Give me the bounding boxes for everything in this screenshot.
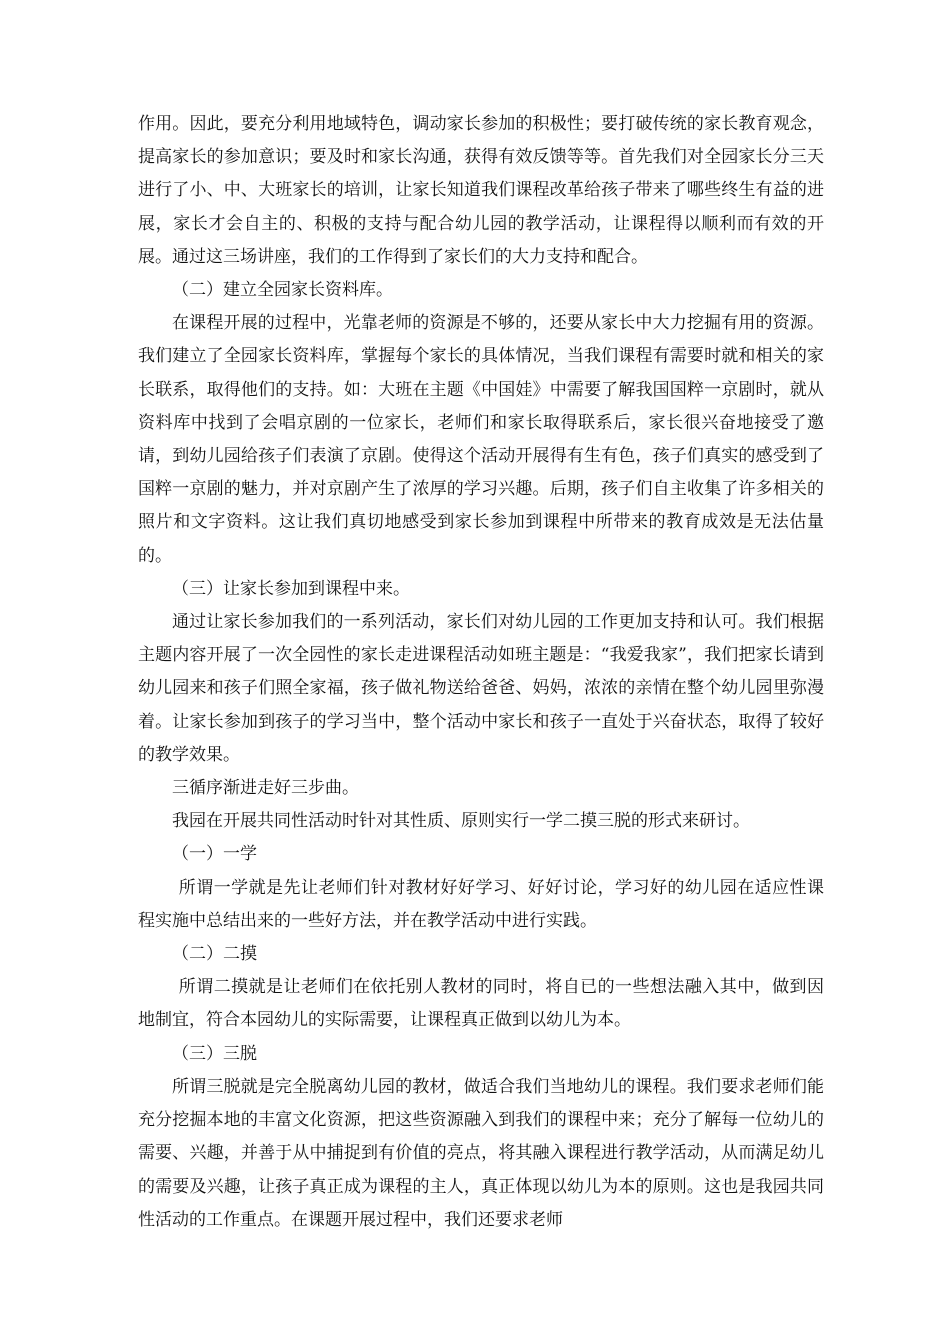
subheading-step-three: （三）三脱 xyxy=(172,1043,257,1064)
subheading-step-one: （一）一学 xyxy=(172,844,257,865)
paragraph-three-steps: 我园在开展共同性活动时针对其性质、原则实行一学二摸三脱的形式来研讨。 xyxy=(172,811,750,832)
paragraph-parent-participation: 通过让家长参加我们的一系列活动，家长们对幼儿园的工作更加支持和认可。我们根据主题内容开展了一次全园性的家长走进课程活动如班主题是：“我爱我家”，我们把家长请到幼儿园来和孩子们照全家福，孩子做礼物送给爸爸、妈妈，浓浓的亲情在整个幼儿园里弥漫着。让家长参加到孩子的学习当中，整个活动中家长和孩子一直处于兴奋状态，取得了较好的教学效果。 xyxy=(138,612,824,765)
paragraph-step-one: 所谓一学就是先让老师们针对教材好好学习、好好讨论，学习好的幼儿园在适应性课程实施中总结出来的一些好方法，并在教学活动中进行实践。 xyxy=(138,877,824,931)
paragraph-intro: 作用。因此，要充分利用地域特色，调动家长参加的积极性；要打破传统的家长教育观念，提高家长的参加意识；要及时和家长沟通，获得有效反馈等等。首先我们对全园家长分三天进行了小、中、大班家长的培训，让家长知道我们课程改革给孩子带来了哪些终生有益的进展，家长才会自主的、积极的支持与配合幼儿园的教学活动，让课程得以顺利而有效的开展。通过这三场讲座，我们的工作得到了家长们的大力支持和配合。 xyxy=(138,114,824,267)
section-heading-parent-participation: （三）让家长参加到课程中来。 xyxy=(172,578,410,599)
section-heading-parent-database: （二）建立全园家长资料库。 xyxy=(172,280,393,301)
section-heading-three-steps: 三循序渐进走好三步曲。 xyxy=(172,778,359,799)
document-body xyxy=(138,108,824,1237)
paragraph-step-three: 所谓三脱就是完全脱离幼儿园的教材，做适合我们当地幼儿的课程。我们要求老师们能充分挖掘本地的丰富文化资源，把这些资源融入到我们的课程中来；充分了解每一位幼儿的需要、兴趣，并善于从中捕捉到有价值的亮点，将其融入课程进行教学活动，从而满足幼儿的需要及兴趣，让孩子真正成为课程的主人，真正体现以幼儿为本的原则。这也是我园共同性活动的工作重点。在课题开展过程中，我们还要求老师 xyxy=(138,1076,824,1230)
subheading-step-two: （二）二摸 xyxy=(172,944,257,965)
paragraph-step-two: 所谓二摸就是让老师们在依托别人教材的同时，将自已的一些想法融入其中，做到因地制宜，符合本园幼儿的实际需要，让课程真正做到以幼儿为本。 xyxy=(138,977,824,1031)
paragraph-parent-database: 在课程开展的过程中，光靠老师的资源是不够的，还要从家长中大力挖掘有用的资源。我们建立了全园家长资料库，掌握每个家长的具体情况，当我们课程有需要时就和相关的家长联系，取得他们的支持。如：大班在主题《中国娃》中需要了解我国国粹一京剧时，就从资料库中找到了会唱京剧的一位家长，老师们和家长取得联系后，家长很兴奋地接受了邀请，到幼儿园给孩子们表演了京剧。使得这个活动开展得有生有色，孩子们真实的感受到了国粹一京剧的魅力，并对京剧产生了浓厚的学习兴趣。后期，孩子们自主收集了许多相关的照片和文字资料。这让我们真切地感受到家长参加到课程中所带来的教育成效是无法估量的。 xyxy=(138,313,824,566)
